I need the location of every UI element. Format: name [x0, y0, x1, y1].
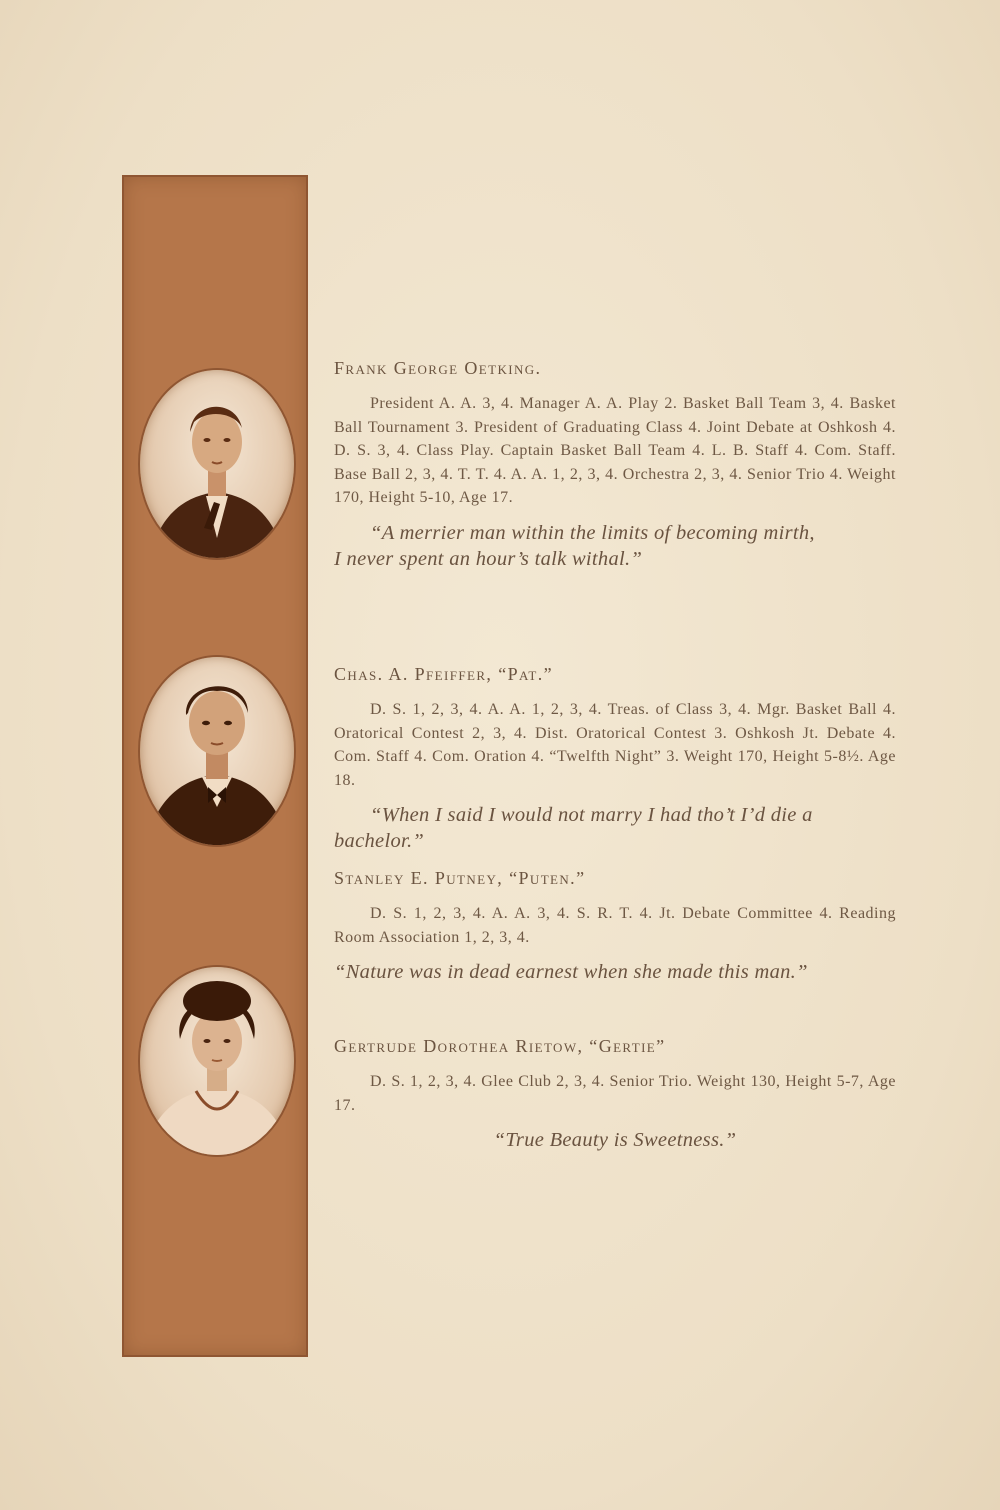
student-quote-line: “When I said I would not marry I had tho’t I’d die a [370, 804, 813, 826]
student-details: D. S. 1, 2, 3, 4. A. A. 1, 2, 3, 4. Treas. of Class 3, 4. Mgr. Basket Ball 4. Oratorical Contest 2, 3, 4. Dist. Oratorical Contest 3. Oshkosh Jt. Debate 4. Com. Staff 4. Com. Oration 4. “Twelfth Night” 3. Weight 170, Height 5-8½. Age 18. [334, 701, 896, 789]
portrait-image [140, 967, 294, 1155]
portrait-image [140, 657, 294, 845]
student-quote-line: “A merrier man within the limits of becoming mirth, [370, 521, 815, 544]
portrait-image [140, 370, 294, 558]
student-details: President A. A. 3, 4. Manager A. A. Play 2. Basket Ball Team 3, 4. Basket Ball Tournament 3. President of Graduating Class 4. Joint Debate at Oshkosh 4. D. S. 3, 4. Class Play. Captain Basket Ball Team 4. L. B. Staff 4. Com. Staff. Base Ball 2, 3, 4. T. T. 4. A. A. 1, 2, 3, 4. Orchestra 2, 3, 4. Senior Trio 4. Weight 170, Height 5-10, Age 17. [334, 395, 896, 506]
entry-frank-oetking [334, 358, 896, 572]
entry-chas-pfeiffer [334, 664, 896, 854]
photo-strip [122, 175, 308, 1357]
entry-gertrude-rietow [334, 1036, 896, 1153]
student-quote-line: bachelor.” [334, 830, 425, 852]
portrait-gertrude-rietow [140, 967, 294, 1155]
student-name: Chas. A. Pfeiffer, “Pat.” [334, 664, 553, 684]
student-name: Gertrude Dorothea Rietow, “Gertie” [334, 1036, 666, 1056]
student-details: D. S. 1, 2, 3, 4. Glee Club 2, 3, 4. Senior Trio. Weight 130, Height 5-7, Age 17. [334, 1073, 896, 1114]
portrait-chas-pfeiffer [140, 657, 294, 845]
student-quote-line: “True Beauty is Sweetness.” [493, 1129, 737, 1151]
student-name: Frank George Oetking. [334, 358, 542, 378]
student-details: D. S. 1, 2, 3, 4. A. A. 3, 4. S. R. T. 4. Jt. Debate Committee 4. Reading Room Association 1, 2, 3, 4. [334, 905, 896, 946]
portrait-frank-oetking [140, 370, 294, 558]
student-quote-line: “Nature was in dead earnest when she made this man.” [334, 961, 808, 983]
student-quote-line: I never spent an hour’s talk withal.” [334, 547, 643, 570]
student-name: Stanley E. Putney, “Puten.” [334, 868, 586, 888]
entry-stanley-putney [334, 868, 896, 985]
